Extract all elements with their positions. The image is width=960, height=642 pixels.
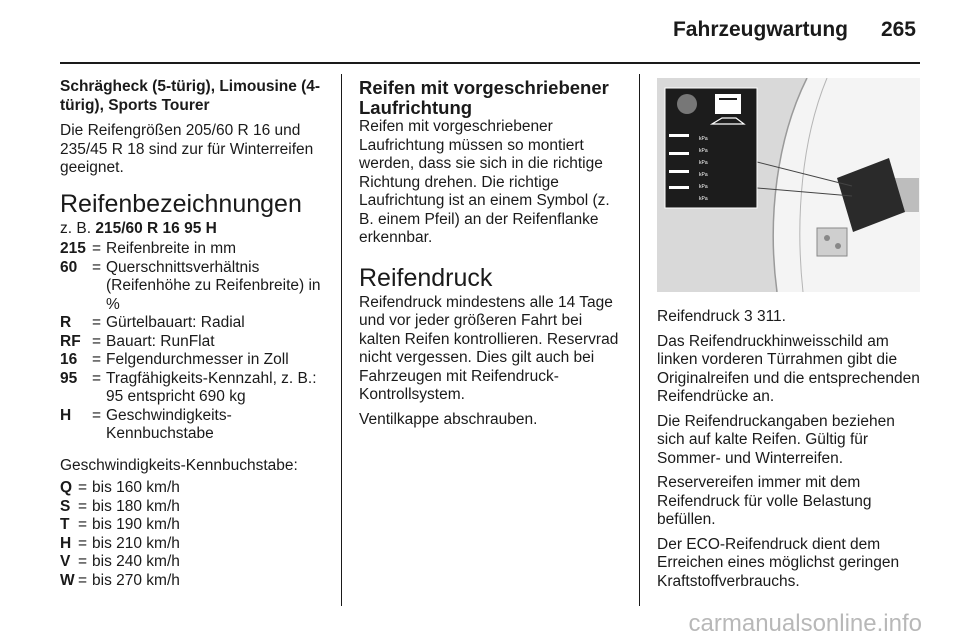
designation-value: Reifenbreite in mm: [106, 240, 237, 257]
designation-eq: =: [92, 351, 102, 368]
speed-intro: Geschwindigkeits-Kennbuchstabe:: [60, 456, 298, 474]
speed-row: [60, 516, 328, 535]
speed-key: H: [60, 534, 72, 552]
speed-row: [60, 535, 328, 554]
watermark: carmanualsonline.info: [688, 610, 922, 637]
page-header: [0, 0, 960, 62]
heading-tyre-designations: Reifenbezeichnungen: [60, 189, 302, 218]
column-1: [60, 78, 328, 590]
cold-tyre-text: Die Reifendruckangaben beziehen sich auf kalte Reifen. Gültig für Sommer- und Winterreifen.: [657, 412, 895, 467]
tyre-pressure-label-figure: [657, 78, 920, 292]
column-divider-1: [341, 74, 342, 606]
header-rule: [60, 62, 920, 64]
example-line: [60, 220, 328, 239]
kpa-label: kPa: [699, 184, 708, 190]
eco-pressure-text: Der ECO-Reifendruck dient dem Erreichen eines möglichst geringen Kraftstoffverbrauchs.: [657, 535, 900, 590]
designation-eq: =: [92, 258, 102, 276]
speed-row: [60, 479, 328, 498]
speed-value: bis 210 km/h: [92, 534, 180, 552]
example-code: 215/60 R 16 95 H: [95, 219, 217, 237]
model-subhead: Schrägheck (5-türig), Limousine (4-türig), Sports Tourer: [60, 78, 321, 114]
speed-row: [60, 553, 328, 572]
speed-eq: =: [78, 479, 88, 496]
designation-value: Geschwindigkeits-Kennbuchstabe: [106, 406, 232, 442]
designation-value: Tragfähigkeits-Kennzahl, z. B.: 95 entspricht 690 kg: [106, 369, 317, 405]
valve-cap-text: Ventilkappe abschrauben.: [359, 410, 538, 428]
page-reference-icon: 3: [744, 308, 753, 325]
heading-tyre-pressure: Reifendruck: [359, 263, 493, 292]
speed-eq: =: [78, 516, 88, 533]
designation-value: Felgendurchmesser in Zoll: [106, 351, 289, 368]
pressure-check-text: Reifendruck mindestens alle 14 Tage und vor jeder größeren Fahrt bei kalten Reifen kontrollieren. Reservrad nicht vergessen. Dies gilt auch bei Fahrzeugen mit Reifendruck-Kontrollsystem.: [359, 293, 619, 403]
designation-key: RF: [60, 332, 81, 350]
kpa-label: kPa: [699, 160, 708, 166]
kpa-label: kPa: [699, 136, 708, 142]
designation-row: [60, 351, 328, 370]
designation-key: 16: [60, 351, 78, 368]
designation-table: [60, 240, 328, 444]
door-frame-illustration: [657, 78, 920, 292]
designation-eq: =: [92, 332, 102, 350]
designation-row: [60, 240, 328, 259]
designation-row: [60, 407, 328, 444]
designation-value: Bauart: RunFlat: [106, 332, 215, 350]
heading-directional-tyres: Reifen mit vorgeschriebener Laufrichtung: [359, 77, 609, 118]
designation-key: 215: [60, 240, 86, 257]
speed-key: S: [60, 497, 71, 515]
spare-tyre-text: Reservereifen immer mit dem Reifendruck für volle Belastung befüllen.: [657, 474, 872, 528]
kpa-label: kPa: [699, 172, 708, 178]
speed-row: [60, 498, 328, 517]
section-title: Fahrzeugwartung: [672, 18, 848, 41]
designation-row: [60, 333, 328, 352]
label-location-text: Das Reifendruckhinweisschild am linken vorderen Türrahmen gibt die Originalreifen und die entsprechenden Reifendrücke an.: [657, 332, 920, 405]
designation-eq: =: [92, 240, 102, 257]
designation-key: R: [60, 314, 72, 331]
designation-row: [60, 314, 328, 333]
speed-eq: =: [78, 553, 88, 570]
designation-eq: =: [92, 369, 102, 387]
column-3: [657, 78, 920, 597]
speed-table: [60, 479, 328, 590]
speed-key: T: [60, 516, 70, 533]
speed-eq: =: [78, 534, 88, 552]
pressure-reference: [657, 308, 920, 327]
speed-row: [60, 572, 328, 591]
speed-value: bis 190 km/h: [92, 516, 180, 533]
designation-key: 60: [60, 258, 78, 276]
designation-eq: =: [92, 314, 102, 331]
column-2: [359, 78, 627, 435]
designation-key: H: [60, 406, 72, 424]
speed-value: bis 180 km/h: [92, 497, 180, 515]
designation-row: [60, 259, 328, 315]
kpa-label: kPa: [699, 148, 708, 154]
page-number: 265: [880, 18, 916, 41]
speed-value: bis 160 km/h: [92, 479, 180, 496]
example-prefix: z. B.: [60, 219, 96, 237]
designation-value: Gürtelbauart: Radial: [106, 314, 245, 331]
designation-eq: =: [92, 406, 102, 424]
designation-key: 95: [60, 369, 78, 387]
speed-key: V: [60, 553, 71, 570]
pressure-reference-page[interactable]: 311.: [752, 308, 786, 325]
speed-eq: =: [78, 497, 88, 515]
speed-value: bis 270 km/h: [92, 571, 180, 589]
speed-key: W: [60, 571, 75, 589]
column-divider-2: [639, 74, 640, 606]
speed-value: bis 240 km/h: [92, 553, 180, 570]
directional-tyres-text: Reifen mit vorgeschriebener Laufrichtung müssen so montiert werden, dass sie sich in die richtige Richtung drehen. Die richtige Laufrichtung ist an einem Symbol (z. B. einem Pfeil) an der Reifenflanke erkennbar.: [359, 118, 610, 246]
winter-tyre-note: Die Reifengrößen 205/60 R 16 und 235/45 R 18 sind zur für Winterreifen geeignet.: [60, 122, 314, 176]
speed-key: Q: [60, 479, 73, 496]
speed-eq: =: [78, 571, 88, 589]
designation-row: [60, 370, 328, 407]
kpa-label: kPa: [699, 196, 708, 202]
designation-value: Querschnittsverhältnis (Reifenhöhe zu Reifenbreite) in %: [106, 258, 321, 313]
pressure-reference-text: Reifendruck: [657, 308, 745, 325]
